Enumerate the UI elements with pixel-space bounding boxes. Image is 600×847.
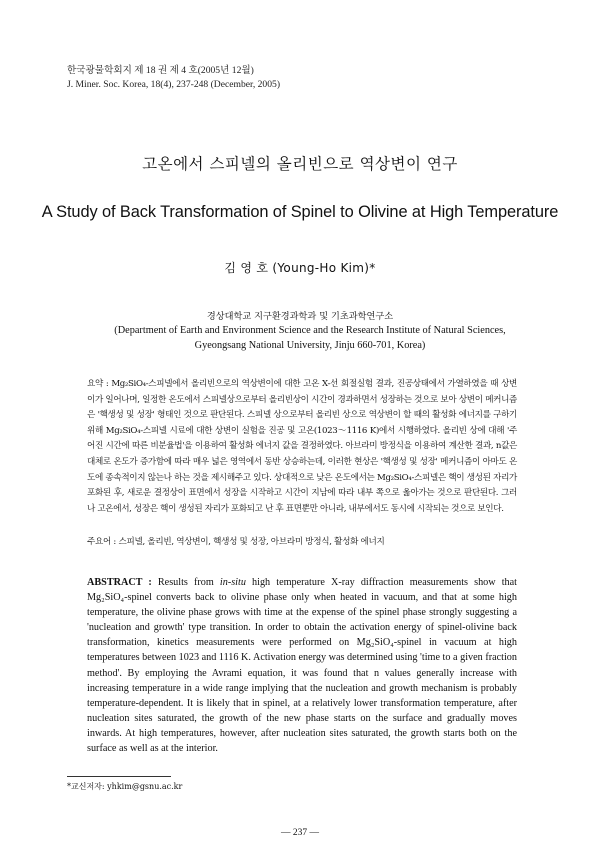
journal-header (67, 64, 280, 92)
abstract-english (87, 575, 517, 756)
corresponding-author-footnote: *교신저자: yhkim@gsnu.ac.kr (67, 782, 183, 791)
abstract-english-part1: Results from (157, 577, 220, 588)
title-english: A Study of Back Transformation of Spinel to Olivine at High Temperature (41, 203, 559, 221)
abstract-english-italic: in-situ (219, 577, 246, 588)
abstract-korean-label: 요약 : (87, 379, 112, 389)
keywords-korean-label: 주요어 : (87, 537, 119, 547)
footnote-divider (67, 776, 171, 777)
keywords-korean (87, 535, 517, 547)
abstract-english-label: ABSTRACT : (87, 577, 158, 588)
affiliation-english-line2: Gyeongsang National University, Jinju 660-701, Korea) (194, 340, 426, 351)
affiliation-english (100, 323, 520, 353)
abstract-korean (87, 377, 517, 517)
abstract-english-part2: high temperature X-ray diffraction measurements show that Mg₂SiO₄-spinel converts back to olivine phase only when heated in vacuum, and that at some high temperature, the olivine phase grows with time at the expense of the spinel phase strongly suggesting a 'nucleation and growth' type transition. In order to obtain the activation energy of spinel-olivine back transformation, kinetics measurements were performed on Mg₂SiO₄-spinel in vacuum at high temperatures between 1023 and 1116 K. Activation energy was determined using 'time to a given fraction method'. By employing the Avrami equation, it was found that n values generally increase with increasing temperature in a wide range implying that the nucleation and growth mechanism is probably temperature-dependent. It is likely that in spinel, at a relatively lower transformation temperature, after nucleation sites saturated, the growth of the new phase starts on the surface and gradually moves inwards. At high temperatures, however, after nucleation sites saturated, the growth starts both on the surface as well as at the interior. (87, 577, 517, 755)
journal-citation-english: J. Miner. Soc. Korea, 18(4), 237-248 (December, 2005) (67, 79, 281, 90)
affiliation-korean: 경상대학교 지구환경과학과 및 기초과학연구소 (206, 311, 394, 322)
title-korean: 고온에서 스피넬의 올리빈으로 역상변이 연구 (142, 155, 458, 173)
abstract-korean-text: Mg₂SiO₄-스피넬에서 올리빈으로의 역상변이에 대한 고온 X-선 회절실험 결과, 진공상태에서 가열하였을 때 상변이가 일어나며, 일정한 온도에서 스피넬상으로부터 올리빈상이 시간이 경과하면서 성장하는 것으로 보아 상변이 메커니즘은 '핵생성 및 성장' 형태인 것으로 판단된다. 스피넬 상으로부터 올리빈 상으로 역상변이 할 때의 활성화 에너지를 구하기 위해 Mg₂SiO₄-스피넬 시료에 대한 상변이 실험을 진공 및 고온(1023～1116 K)에서 시행하였다. 올리빈 상에 대해 '주어진 시간에 따른 비분율법'을 이용하여 활성화 에너지 값을 결정하였다. 아브라미 방정식을 이용하여 계산한 결과, n값은 대체로 온도가 증가함에 따라 매우 넓은 영역에서 동반 상승하는데, 이러한 현상은 '핵생성 및 성장' 메커니즘이 아마도 온도에 종속적이지 않는나 하는 것을 제시해주고 있다. 상대적으로 낮은 온도에서는 Mg₂SiO₄-스피넬은 핵이 생성된 자리가 포화된 후, 새로운 결정상이 표면에서 성장을 시작하고 시간이 지남에 따라 내부 쪽으로 옮아가는 것으로 판단된다. 그러나 고온에서, 성장은 핵이 생성된 자리가 포화되고 난 후 표면뿐만 아니라, 내부에서도 동시에 시작되는 것으로 보인다. (87, 379, 517, 514)
author-line: 김 영 호 (Young-Ho Kim)* (224, 261, 376, 275)
affiliation-english-line1: (Department of Earth and Environment Science and the Research Institute of Natural Sciences, (114, 325, 506, 336)
page-number: — 237 — (281, 828, 319, 838)
journal-citation-korean: 한국광물학회지 제 18 권 제 4 호(2005년 12월) (67, 65, 254, 76)
keywords-korean-text: 스피넬, 올리빈, 역상변이, 핵생성 및 성장, 아브라미 방정식, 활성화 에너지 (118, 537, 385, 547)
